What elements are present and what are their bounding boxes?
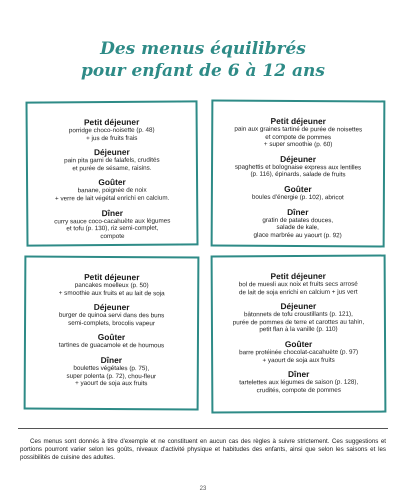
meal-line: tartines de guacamole et de houmous [58,342,165,350]
page-number: 23 [199,486,207,492]
meal-dinner [36,355,187,389]
divider [18,428,388,429]
meal-line: boulettes végétales (p. 75), [73,364,150,373]
meal-line: crudités, compote de pommes [256,386,341,394]
meal-line: glace marbrée au yaourt (p. 92) [253,231,342,239]
meal-breakfast [223,116,373,150]
meal-title: Dîner [101,207,124,218]
meal-line: + super smoothie (p. 60) [263,141,333,149]
meal-line: de lait de soja enrichi en calcium + jus vert [239,288,358,296]
page-title-line-2: pour enfant de 6 à 12 ans [81,61,325,81]
meal-lunch [36,302,187,328]
meal-line: boules d'énergie (p. 102), abricot [251,193,344,202]
meal-line: porridge choco-noisette (p. 48) [68,126,155,135]
meal-line: curry sauce coco-cacahuète aux légumes [54,217,171,225]
meal-line: + yaourt de soja aux fruits [75,379,148,388]
meal-title: Dîner [100,354,123,366]
meal-breakfast [223,271,374,297]
meal-title: Déjeuner [280,301,317,312]
meal-dinner [38,207,186,241]
meal-title: Déjeuner [280,153,317,164]
menu-box-1 [25,100,198,246]
meal-line: barre protéinée chocolat-cacahuète (p. 97) [239,348,359,357]
meal-line: + verre de lait végétal enrichi en calcium. [55,194,170,203]
meal-line: + yaourt de soja aux fruits [262,356,335,364]
meal-title: Petit déjeuner [270,270,326,282]
meal-line: et compote de pommes [265,133,332,141]
meal-title: Petit déjeuner [270,115,326,127]
menu-box-3 [24,256,200,411]
meal-line: pain pita garni de falafels, crudités [64,156,160,165]
page-title-line-1: Des menus équilibrés [100,39,306,59]
footnote: Ces menus sont donnés à titre d'exemple et ne constituent en aucun cas des règles à suivre strictement. Ces suggestions et portions pourront varier selon les goûts, niveaux d'activité physique et habitudes des enfants, ainsi que selon les saisons et les possibilités de cuisine des adultes. [20,438,386,461]
meal-line: pain aux graines tartiné de purée de noisettes [234,125,363,134]
meal-line: burger de quinoa servi dans des buns [58,311,165,320]
meal-line: gratin de patates douces, [262,216,334,224]
meal-snack [36,332,187,350]
meal-lunch [223,153,373,179]
meal-line: + jus de fruits frais [86,134,138,142]
meal-line: et purée de sésame, raisins. [72,164,152,173]
meal-line: compote [100,232,125,240]
meal-line: spaghettis et bolognaise express aux lentilles [234,163,362,172]
meal-title: Déjeuner [93,302,130,313]
meal-line: banane, poignée de noix [77,187,147,195]
meal-title: Dîner [287,369,310,380]
meal-title: Petit déjeuner [84,271,140,283]
meal-dinner [223,206,373,240]
meal-line: bâtonnets de tofu croustillants (p. 121), [243,310,353,319]
meal-breakfast [38,116,186,142]
meal-line: purée de pommes de terre et carottes au tahin, [232,318,365,327]
meal-title: Goûter [284,183,312,195]
meal-snack [223,339,374,365]
meal-breakfast [36,272,187,298]
meal-lunch [38,147,186,173]
meal-title: Goûter [97,332,126,343]
menu-box-2 [211,100,386,248]
meal-lunch [223,301,374,335]
meal-title: Goûter [98,177,126,188]
meal-title: Petit déjeuner [83,116,140,128]
meal-title: Goûter [284,338,313,350]
meal-title: Déjeuner [93,147,130,158]
meal-line: tartelettes aux légumes de saison (p. 128), [239,378,359,387]
meal-line: semi-complets, brocolis vapeur [68,319,155,328]
meal-line: petit flan à la vanille (p. 110) [259,326,338,334]
meal-dinner [223,369,374,395]
meal-line: (p. 116), épinards, salade de fruits [250,171,346,179]
meal-snack [38,177,186,203]
meal-line: salade de kale, [276,224,319,232]
meal-title: Dîner [287,206,309,217]
menu-box-4 [211,255,387,414]
meal-line: pancakes moelleux (p. 50) [74,281,149,290]
meal-line: et tofu (p. 130), riz semi-complet, [66,224,159,233]
meal-line: + smoothie aux fruits et au lait de soja [58,289,165,297]
meal-line: bol de muesli aux noix et fruits secs arrosé [238,280,358,289]
meal-line: super polenta (p. 72), chou-fleur [66,372,157,380]
meal-snack [223,184,373,202]
